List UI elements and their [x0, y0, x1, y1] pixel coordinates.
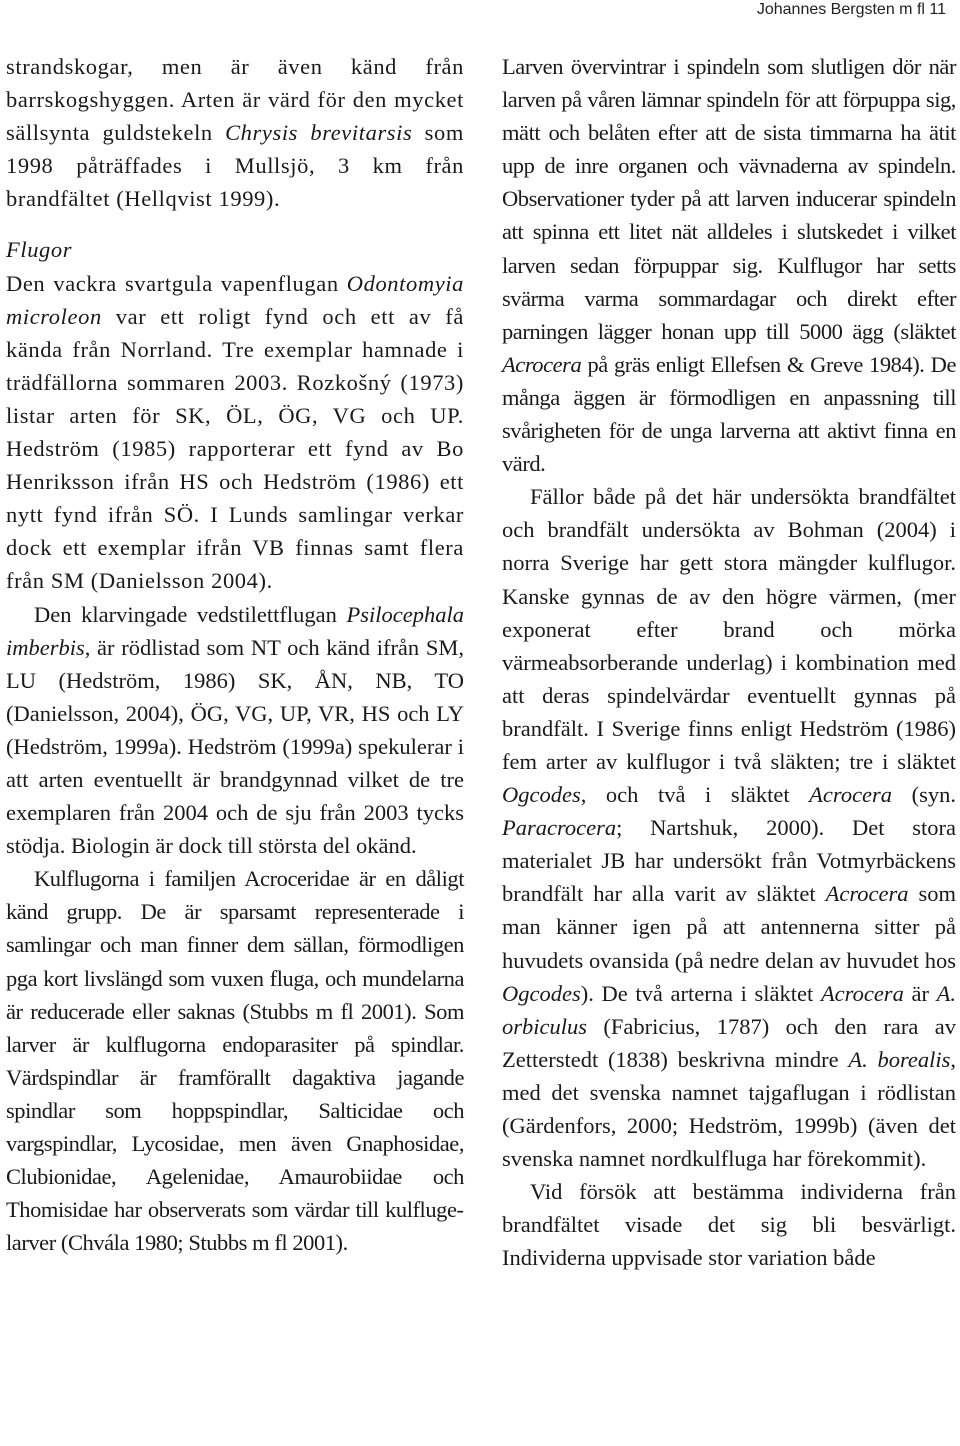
text-run: (Fabricius, 1787) och den rara av Zetterstedt (1838) beskrivna mindre [502, 1013, 956, 1072]
text-run: strandskogar, men är även känd från barrskogshyggen. Arten är värd för den mycket sällsynta guldstekeln [6, 54, 464, 146]
paragraph [502, 480, 956, 1175]
section-spacer [6, 215, 464, 233]
paragraph [6, 598, 464, 863]
paragraph [6, 267, 464, 598]
paragraph [502, 50, 956, 480]
italic-run: A. borealis [848, 1046, 951, 1072]
text-run: som 1998 påträffades i Mullsjö, 3 km från brandfältet (Hellqvist 1999). [6, 120, 464, 212]
paragraph [6, 862, 464, 1259]
text-run: Vid försök att bestämma individerna från brandfältet visade det sig bli besvärligt. Individerna uppvisade stor variation både [502, 1179, 956, 1271]
paragraph [6, 50, 464, 215]
italic-run: Odontomyia microleon [6, 270, 464, 329]
italic-run: Ogcodes [502, 782, 581, 808]
text-run: är [903, 980, 937, 1006]
italic-run: Acrocera [825, 881, 909, 907]
text-run: Den klarvingade vedstilettflugan [34, 601, 347, 627]
italic-run: Acrocera [809, 782, 893, 808]
text-run: Larven övervintrar i spindeln som slutligen dör när larven på våren lämnar spindeln för att förpuppa sig, mätt och belåten efter att de sista timmarna ha ätit upp de inre organen och vävnaderna av spindeln. Observationer tyder på att larven inducerar spindeln att spinna ett litet nät alldeles i slutskedet i vilket larven sedan förpuppar sig. Kulflugor har setts svärma varma sommardagar och direkt efter parningen lägger honan upp till 5000 ägg (släktet [502, 54, 956, 344]
italic-run: Paracrocera [502, 815, 617, 841]
text-run: Den vackra svartgula vapenflugan [6, 270, 347, 296]
text-run: , och två i släktet [580, 782, 810, 808]
text-run: , med det svenska namnet tajgaflugan i rödlistan (Gärdenfors, 2000; Hedström, 1999b) (även det svenska namnet nordkulfluga har förekommit). [502, 1046, 956, 1172]
italic-run: Acrocera [502, 351, 582, 377]
text-run: på gräs enligt Ellefsen & Greve 1984). De många äggen är förmodligen en anpassning till svårigheten för de unga larverna att aktivt finna en värd. [502, 351, 956, 477]
text-run: ). De två arterna i släktet [580, 980, 821, 1006]
section-heading: Flugor [6, 237, 73, 263]
right-column [502, 50, 956, 1274]
italic-run: Ogcodes [502, 980, 581, 1006]
italic-run: Chrysis brevitarsis [225, 120, 413, 146]
italic-run: A. orbiculus [502, 980, 956, 1039]
text-run: (syn. [892, 782, 957, 808]
italic-run: Acrocera [820, 980, 904, 1006]
text-run: ; Nartshuk, 2000). Det stora materialet JB har undersökt från Votmyrbäckens brandfält har alla varit av släktet [502, 815, 956, 907]
left-column [6, 50, 464, 1259]
text-run: som man känner igen på att antennerna sitter på huvudets ovansida (på nedre delan av huvudet hos [502, 881, 956, 973]
text-run: Fällor både på det här undersökta brandfältet och brandfält undersökta av Bohman (2004) i norra Sverige har gett stora mängder kulflugor. Kanske gynnas de av den högre värmen, (mer exponerat efter brand och mörka värmeabsorberande underlag) i kombination med att deras spindelvärdar eventuellt gynnas på brandfält. I Sverige finns enligt Hedström (1986) fem arter av kulflugor i två släkten; tre i släktet [502, 484, 956, 774]
text-run: var ett roligt fynd och ett av få kända från Norrland. Tre exemplar hamnade i trädfällorna sommaren 2003. Rozkošný (1973) listar arten för SK, ÖL, ÖG, VG och UP. Hedström (1985) rapporterar ett fynd av Bo Henriksson ifrån HS och Hedström (1986) ett nytt fynd ifrån SÖ. I Lunds samlingar verkar dock ett exemplar ifrån VB finnas samt flera från SM (Danielsson 2004). [6, 303, 464, 594]
paragraph [502, 1175, 956, 1274]
italic-run: Psilocephala imberbis [6, 601, 464, 660]
text-run: Kulflugorna i familjen Acroceridae är en dåligt känd grupp. De är sparsamt representerade i samlingar och man finner dem sällan, förmodligen pga kort livslängd som vuxen fluga, och mundelarna är reducerade eller saknas (Stubbs m fl 2001). Som larver är kulflugorna endoparasiter på spindlar. Värdspindlar är framförallt dagaktiva jagande spindlar som hoppspindlar, Salticidae och vargspindlar, Lycosidae, men även Gnaphosidae, Clubionidae, Agelenidae, Amaurobiidae och Thomisidae har observerats som värdar till kulflugelarver (Chvála 1980; Stubbs m fl 2001). [6, 866, 464, 1256]
running-head: Johannes Bergsten m fl 11 [756, 1, 946, 18]
text-run: , är rödlistad som NT och känd ifrån SM, LU (Hedström, 1986) SK, ÅN, NB, TO (Danielsson, 2004), ÖG, VG, UP, VR, HS och LY (Hedström, 1999a). Hedström (1999a) spekulerar i att arten eventuellt är brandgynnad vilket de tre exemplaren från 2004 och de sju från 2003 tycks stödja. Biologin är dock till största del okänd. [6, 634, 464, 859]
